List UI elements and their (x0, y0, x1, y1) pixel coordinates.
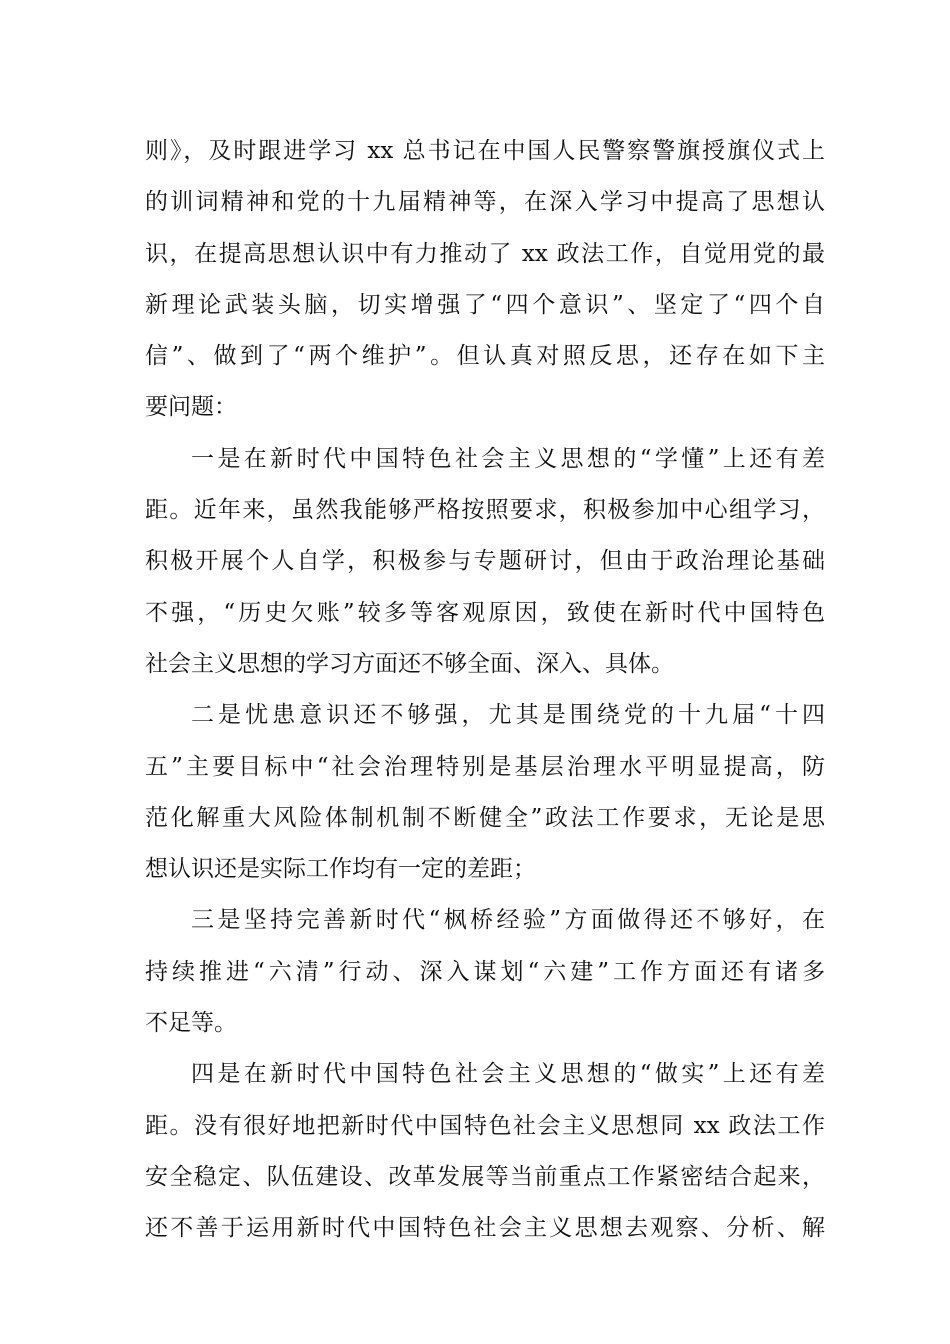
text-line: 信”、做到了“两个维护”。但认真对照反思，还存在如下主 (145, 343, 825, 370)
text-line: 积极开展个人自学，积极参与专题研讨，但由于政治理论基础 (145, 548, 825, 575)
text-line: 新理论武装头脑，切实增强了“四个意识”、坚定了“四个自 (145, 291, 825, 318)
text-line: 五”主要目标中“社会治理特别是基层治理水平明显提高，防 (145, 753, 825, 780)
text-line: 距。近年来，虽然我能够严格按照要求，积极参加中心组学习， (145, 497, 825, 524)
text-line: 四是在新时代中国特色社会主义思想的“做实”上还有差 (191, 1061, 825, 1088)
text-line: 还不善于运用新时代中国特色社会主义思想去观察、分析、解 (145, 1215, 825, 1242)
text-line: 想认识还是实际工作均有一定的差距； (145, 856, 536, 883)
text-line: 社会主义思想的学习方面还不够全面、深入、具体。 (145, 650, 674, 677)
text-line: 则》，及时跟进学习 xx 总书记在中国人民警察警旗授旗仪式上 (145, 138, 825, 164)
body-text (145, 126, 825, 1255)
text-line: 不强，“历史欠账”较多等客观原因，致使在新时代中国特色 (145, 599, 825, 626)
text-line: 识，在提高思想认识中有力推动了 xx 政法工作，自觉用党的最 (145, 240, 825, 267)
text-line: 的训词精神和党的十九届精神等，在深入学习中提高了思想认 (145, 189, 825, 216)
text-line: 安全稳定、队伍建设、改革发展等当前重点工作紧密结合起来， (145, 1163, 825, 1190)
text-line: 二是忧患意识还不够强，尤其是围绕党的十九届“十四 (191, 702, 825, 729)
text-line: 要问题： (145, 394, 237, 421)
text-line: 持续推进“六清”行动、深入谋划“六建”工作方面还有诸多 (145, 958, 825, 985)
text-line: 范化解重大风险体制机制不断健全”政法工作要求，无论是思 (145, 804, 825, 831)
text-line: 三是坚持完善新时代“枫桥经验”方面做得还不够好，在 (191, 907, 825, 934)
text-line: 一是在新时代中国特色社会主义思想的“学懂”上还有差 (191, 445, 825, 472)
text-line: 不足等。 (145, 1010, 237, 1037)
text-line: 距。没有很好地把新时代中国特色社会主义思想同 xx 政法工作 (145, 1112, 825, 1139)
